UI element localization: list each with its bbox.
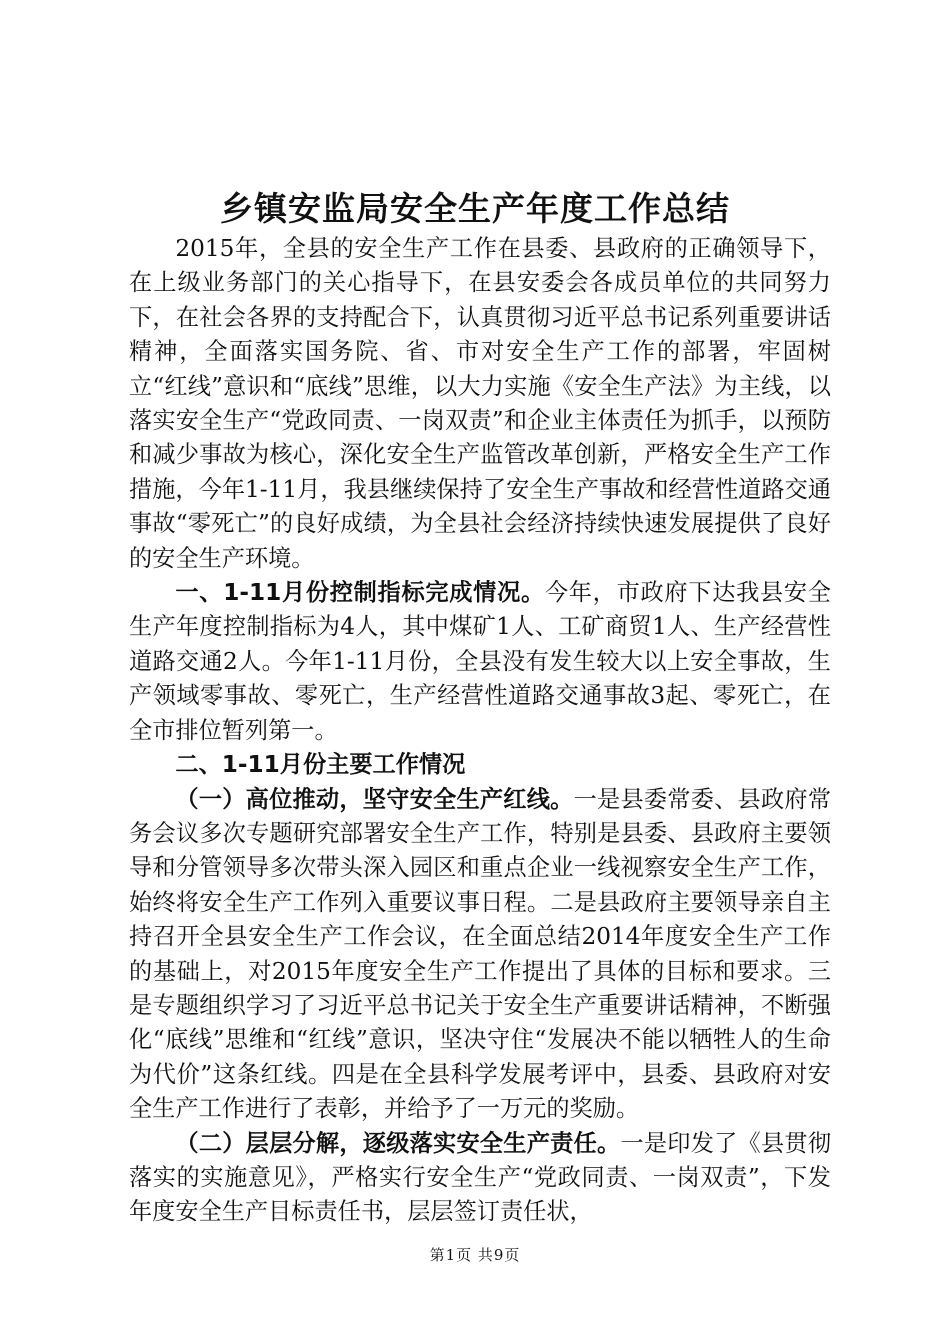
paragraph-text: 一是印发了《县贯彻落实的实施意见》，严格实行安全生产“党政同责、一岗双责”，下发年度安全生产目标责任书，层层签订责任状， (129, 1129, 832, 1226)
section-2-heading: 二、1-11月份主要工作情况 (175, 751, 466, 779)
subsection-1-heading: （一）高位推动，坚守安全生产红线。 (175, 785, 574, 813)
paragraph-section-1 (129, 576, 831, 748)
page-number-footer: 第1页 共9页 (429, 1246, 521, 1264)
section-1-heading: 一、1-11月份控制指标完成情况。 (175, 579, 545, 607)
paragraph-intro (129, 232, 831, 576)
subsection-2-heading: （二）层层分解，逐级落实安全生产责任。 (175, 1129, 621, 1157)
document-body (129, 232, 831, 1230)
paragraph-text: 一是县委常委、县政府常务会议多次专题研究部署安全生产工作，特别是县委、县政府主要领导和分管领导多次带头深入园区和重点企业一线视察安全生产工作，始终将安全生产工作列入重要议事日程。二是县政府主要领导亲自主持召开全县安全生产工作会议，在全面总结2014年度安全生产工作的基础上，对2015年度安全生产工作提出了具体的目标和要求。三是专题组织学习了习近平总书记关于安全生产重要讲话精神，不断强化“底线”思维和“红线”意识，坚决守住“发展决不能以牺牲人的生命为代价”这条红线。四是在全县科学发展考评中，县委、县政府对安全生产工作进行了表彰，并给予了一万元的奖励。 (129, 785, 832, 1123)
document-title: 乡镇安监局安全生产年度工作总结 (220, 189, 730, 228)
paragraph-subsection-2 (129, 1127, 831, 1230)
paragraph-text: 2015年，全县的安全生产工作在县委、县政府的正确领导下，在上级业务部门的关心指导下，在县安委会各成员单位的共同努力下，在社会各界的支持配合下，认真贯彻习近平总书记系列重要讲话精神，全面落实国务院、省、市对安全生产工作的部署，牢固树立“红线”意识和“底线”思维，以大力实施《安全生产法》为主线，以落实安全生产“党政同责、一岗双责”和企业主体责任为抓手，以预防和减少事故为核心，深化安全生产监管改革创新，严格安全生产工作措施，今年1-11月，我县继续保持了安全生产事故和经营性道路交通事故“零死亡”的良好成绩，为全县社会经济持续快速发展提供了良好的安全生产环境。 (129, 235, 831, 572)
paragraph-subsection-1 (129, 783, 831, 1127)
paragraph-section-2 (129, 748, 831, 782)
paragraph-text: 今年，市政府下达我县安全生产年度控制指标为4人，其中煤矿1人、工矿商贸1人、生产经营性道路交通2人。今年1-11月份，全县没有发生较大以上安全事故，生产领域零事故、零死亡，生产经营性道路交通事故3起、零死亡，在全市排位暂列第一。 (129, 579, 831, 744)
